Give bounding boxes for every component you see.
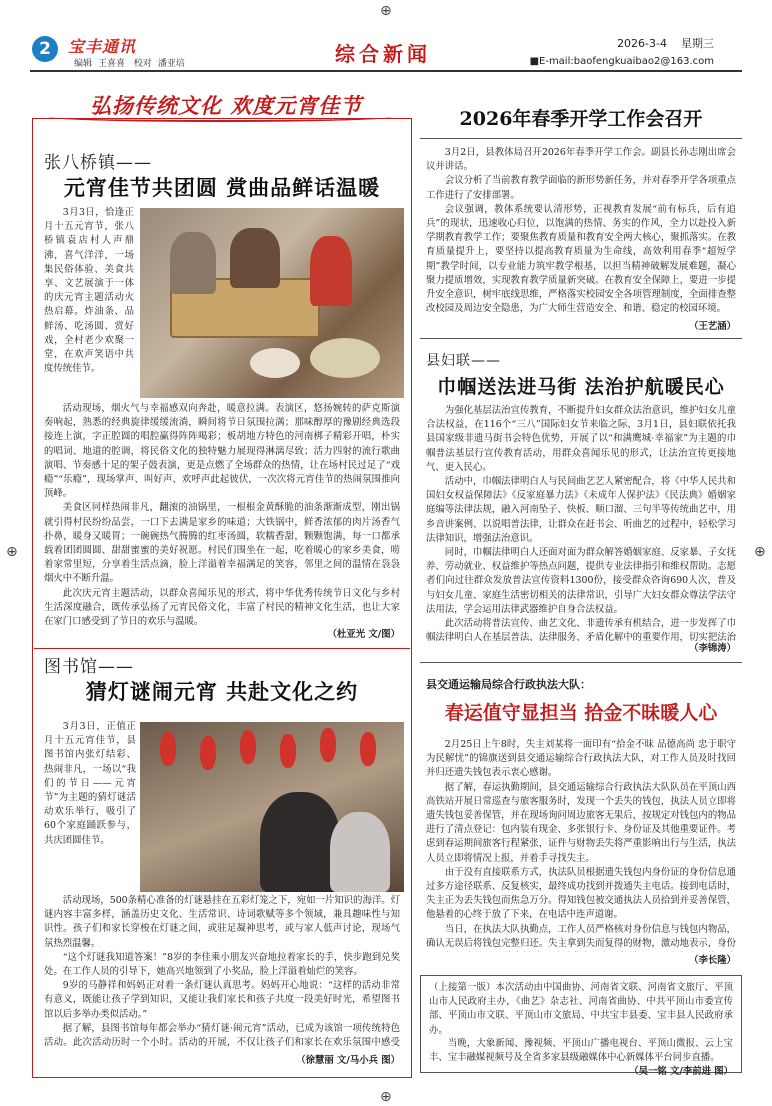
article-body-3: 3月2日，县教体局召开2026年春季开学工作会。副县长孙志刚出席会议并讲话。 会议分析了当前教育教学面临的新形势新任务，并对春季开学各项重点工作进行了安排部署。 会议强调，教体系统要认清形势，正视教育发展“前有标兵，后有追兵”的现状，迅速收心归位，以饱满的热情、务实的作风，全力以赴投入新学期教育教学工作；要聚焦教育质量和教育安全两大核心，聚抓落实。在教育质量提升上，要坚持以提高教育质量为生命线，高效利用春季“超短学期”教学时间，以专业能力筑牢教学根基，以担当精神破解发展难题，凝心聚力提质增效，实现教育教学质量新突破。在教育安全保障上，要进一步提升安全意识，树牢底线思维，严格落实校园安全各项管理制度，全面排查整改校园及周边安全隐患，为广大师生营造安全、和谐、稳定的校园环境。 [426, 147, 736, 315]
article-headline-1: 元宵佳节共团圆 赏曲品鲜话温暖 [63, 176, 381, 200]
weekday: 星期三 [681, 37, 714, 50]
article-body-2-lead: 3月3日，正值正月十五元宵佳节，县图书馆内张灯结彩、热闹非凡，一场以“我们的节日——元宵节”为主题的猜灯谜活动欢乐举行，吸引了60个家庭踊跃参与，共庆团圆佳节。 [44, 721, 136, 846]
byline-5: （李长隆） [689, 955, 736, 966]
issue-date [617, 35, 714, 51]
feature-divider [34, 648, 410, 649]
date-value: 2026-3-4 [617, 37, 667, 50]
section-title: 综合新闻 [335, 42, 431, 66]
rule-3-top [420, 138, 742, 139]
article-photo-1 [140, 208, 404, 398]
article-headline-4: 巾帼送法进马街 法治护航暖民心 [437, 376, 725, 398]
article-kicker-4: 县妇联—— [426, 353, 501, 369]
article-body-2: 活动现场，500条精心准备的灯谜悬挂在五彩灯笼之下，宛如一片知识的海洋。灯谜内容丰富多样，涵盖历史文化、生活常识、诗词歌赋等多个领域，兼具趣味性与知识性。孩子们和家长穿梭在灯谜之间，或驻足凝神思考，或与家人低声讨论，现场气氛热烈温馨。 “这个灯谜我知道答案！”8岁的李佳乘小朋友兴奋地拉着家长的手，快步跑到兑奖处。在工作人员的引导下，她高兴地领到了小奖品，脸上洋溢着灿烂的笑容。 9岁的马静祥和妈妈正对着一条灯谜认真思考。妈妈开心地说：“这样的活动非常有意义，既能让孩子学到知识，又能让我们家长和孩子共度一段美好时光，希望图书馆以后多举办类似活动。” 据了解，县图书馆每年都会举办“猜灯谜·闹元宵”活动，已成为该馆一项传统特色活动。此次活动历时一个小时。活动的开展，不仅让孩子们和家长在欢乐氛围中感受 [44, 895, 400, 1049]
byline-1: （杜亚光 文/图） [327, 629, 400, 640]
article-body-4: 为强化基层法治宣传教育，不断提升妇女群众法治意识，维护妇女儿童合法权益，在116个“三八”国际妇女节来临之际，3月1日，县妇联依托我县国家级非遗马街书会特色优势，开展了以“和满鹰城·幸福家”为主题的巾帼普法基层行宣传教育活动，用群众喜闻乐见的形式，让法治宣传更接地气、更入民心。 活动中，巾帼法律明白人与民间曲艺艺人紧密配合，将《中华人民共和国妇女权益保障法》《反家庭暴力法》《未成年人保护法》《民法典》婚姻家庭编等法律法规，融入河南坠子、快板、顺口溜、三句半等传统曲艺中，用乡音讲案例、以说唱普法律，让群众在赶书会、听曲艺的过程中，轻松学习法律知识，增强法治意识。 同时，巾帼法律明白人还面对面为群众解答婚姻家庭、反家暴、子女抚养、劳动就业、权益维护等热点问题，提供专业法律指引和维权帮助。志愿者们向过往群众发放普法宣传资料1300份，接受群众咨询690人次，普及与妇女儿童、家庭生活密切相关的法律常识，引导广大妇女群众尊法学法守法用法，学会运用法律武器维护自身合法权益。 此次活动将普法宣传、曲艺文化、非遗传承有机结合，进一步发挥了巾帼法律明白人在基层普法、法律服务、矛盾化解中的重要作用，切实把法治 [426, 405, 736, 644]
feature-banner [30, 84, 410, 122]
rule-4-bottom [420, 662, 742, 663]
byline-3: （王艺涵） [689, 321, 736, 332]
contact-email[interactable]: ■E-mail:baofengkuaibao2@163.com [529, 56, 714, 67]
article-photo-2 [140, 722, 404, 892]
continuation-text-2: 当晚，大象新闻、豫视频、平顶山广播电视台、平顶山微报、云上宝丰、宝丰融媒视频号及全省多家县级融媒体中心新媒体平台同步直播。 [429, 1038, 733, 1064]
registration-mark-bottom: ⊕ [380, 1089, 392, 1105]
continuation-text: （上接第一版）本次活动由中国曲协、河南省文联、河南省文旅厅、平顶山市人民政府主办，《曲艺》杂志社、河南省曲协、中共平顶山市委宣传部、平顶山市文联、平顶山市文旅局、中共宝丰县委、宝丰县人民政府承办。 [429, 982, 733, 1036]
byline-4: （李锦涛） [689, 643, 736, 654]
registration-mark-top: ⊕ [380, 3, 392, 19]
masthead: 宝丰通讯 [68, 37, 137, 56]
article-headline-5: 春运值守显担当 拾金不昧暖人心 [444, 702, 718, 724]
editor-label: 编辑 [74, 59, 93, 69]
article-body-1-more: 活动现场，烟火气与幸福感双向奔赴，暖意拉满。表演区，悠扬婉转的萨克斯演奏响起，熟悉的经典旋律缓缓流淌，瞬间将节日氛围拉满；那味醇厚的豫剧经典选段接连上演，字正腔圆的唱腔赢得阵阵喝彩；板胡地方特色的河南梆子精彩开唱，朴实的唱词、地道的腔调，将民俗文化的独特魅力展现得淋漓尽致；活力四射的流行歌曲演唱、节奏感十足的架子鼓表演，更是点燃了全场群众的热情，让在场村民过足了“戏瘾”“乐瘾”，现场掌声、叫好声、欢呼声此起彼伏，一次次将元宵佳节的热闹氛围推向顶峰。 美食区同样热闹非凡，翻滚的油锅里，一根根金黄酥脆的油条渐渐成型，刚出锅就引得村民纷纷品尝，一口下去满是家乡的味道；大铁锅中，鲜香浓郁的肉片汤香气扑鼻，暖身又暖胃；一碗碗热气腾腾的红枣汤圆，软糯香甜，颗颗饱满，每一口都承载着团团圆圆、甜甜蜜蜜的美好祝愿。村民们围坐在一起，吃着暖心的家乡美食，唠着家常里短，分享着生活点滴，脸上洋溢着幸福满足的笑容，邻里之间的温情在袅袅烟火中不断升温。 此次庆元宵主题活动，以群众喜闻乐见的形式，将中华优秀传统节日文化与乡村生活深度融合，既传承弘扬了元宵民俗文化，丰富了村民的精神文化生活，也让大家在家门口感受到了节日的欢乐与温暖。 [44, 403, 400, 628]
header-rule [30, 70, 742, 72]
registration-mark-left: ⊕ [6, 544, 18, 560]
article-body-1-lead: 3月3日，恰逢正月十五元宵节，张八桥镇袁店村人声鼎沸，喜气洋洋，一场集民俗体验、美食共享、文艺展演于一体的庆元宵主题活动火热启幕。炸油条、品鲜汤、吃汤圆、赏好戏，全村老少欢聚一堂，在欢声笑语中共度传统佳节。 [44, 207, 134, 375]
page-number: 2 [32, 36, 58, 62]
rule-3-bottom [420, 338, 742, 339]
article-headline-2: 猜灯谜闹元宵 共赴文化之约 [85, 680, 359, 704]
article-kicker-5: 县交通运输局综合行政执法大队： [426, 678, 591, 691]
page-header [30, 32, 742, 72]
registration-mark-right: ⊕ [754, 544, 766, 560]
article-kicker-2: 图书馆—— [44, 657, 134, 677]
article-headline-3: 2026年春季开学工作会召开 [459, 108, 703, 130]
continuation-byline: （吴一铭 文/李前进 图） [629, 1066, 733, 1077]
staff-credits [74, 56, 191, 69]
proof-label: 校对 [133, 59, 152, 69]
continuation-box [420, 975, 742, 1077]
feature-banner-title: 弘扬传统文化 欢度元宵佳节 [90, 94, 363, 118]
article-kicker-1: 张八桥镇—— [44, 153, 152, 173]
editor-name: 王喜喜 [98, 59, 126, 69]
byline-2: （徐慧丽 文/马小兵 图） [296, 1055, 400, 1066]
proofreader-name: 潘亚培 [157, 59, 185, 69]
article-body-5: 2月25日上午8时，失主刘某将一面印有“拾金不昧 品德高尚 忠于职守 为民解忧”的锦旗送到县交通运输综合行政执法大队，对工作人员及时找回并归还遗失钱包表示衷心感谢。 据了解，春运执勤期间，县交通运输综合行政执法大队队员在平顶山西高铁站开展日常巡查与旅客服务时，发现一个丢失的钱包，执法人员立即将遗失钱包妥善保管，并在现场询问周边旅客无果后，按规定对钱包内的物品进行了清点登记：包内装有现金、多张银行卡、身份证及其他重要证件。考虑到春运期间旅客行程紧张，证件与财物丢失将严重影响出行与生活，执法人员立即将情况上报，并着手寻找失主。 由于没有直接联系方式，执法队员根据遗失钱包内身份证的身份信息通过多方途径联系、反复核实，最终成功找到并拨通失主电话。接到电话时，失主正为丢失钱包而焦急万分。得知钱包被交通执法人员拾到并妥善保管，他悬着的心终于放了下来，在电话中连声道谢。 当日，在执法大队执勤点，工作人员严格核对身份信息与钱包内物品，确认无误后将钱包完整归还。失主拿到失而复得的财物，激动地表示，身份 [426, 739, 736, 949]
